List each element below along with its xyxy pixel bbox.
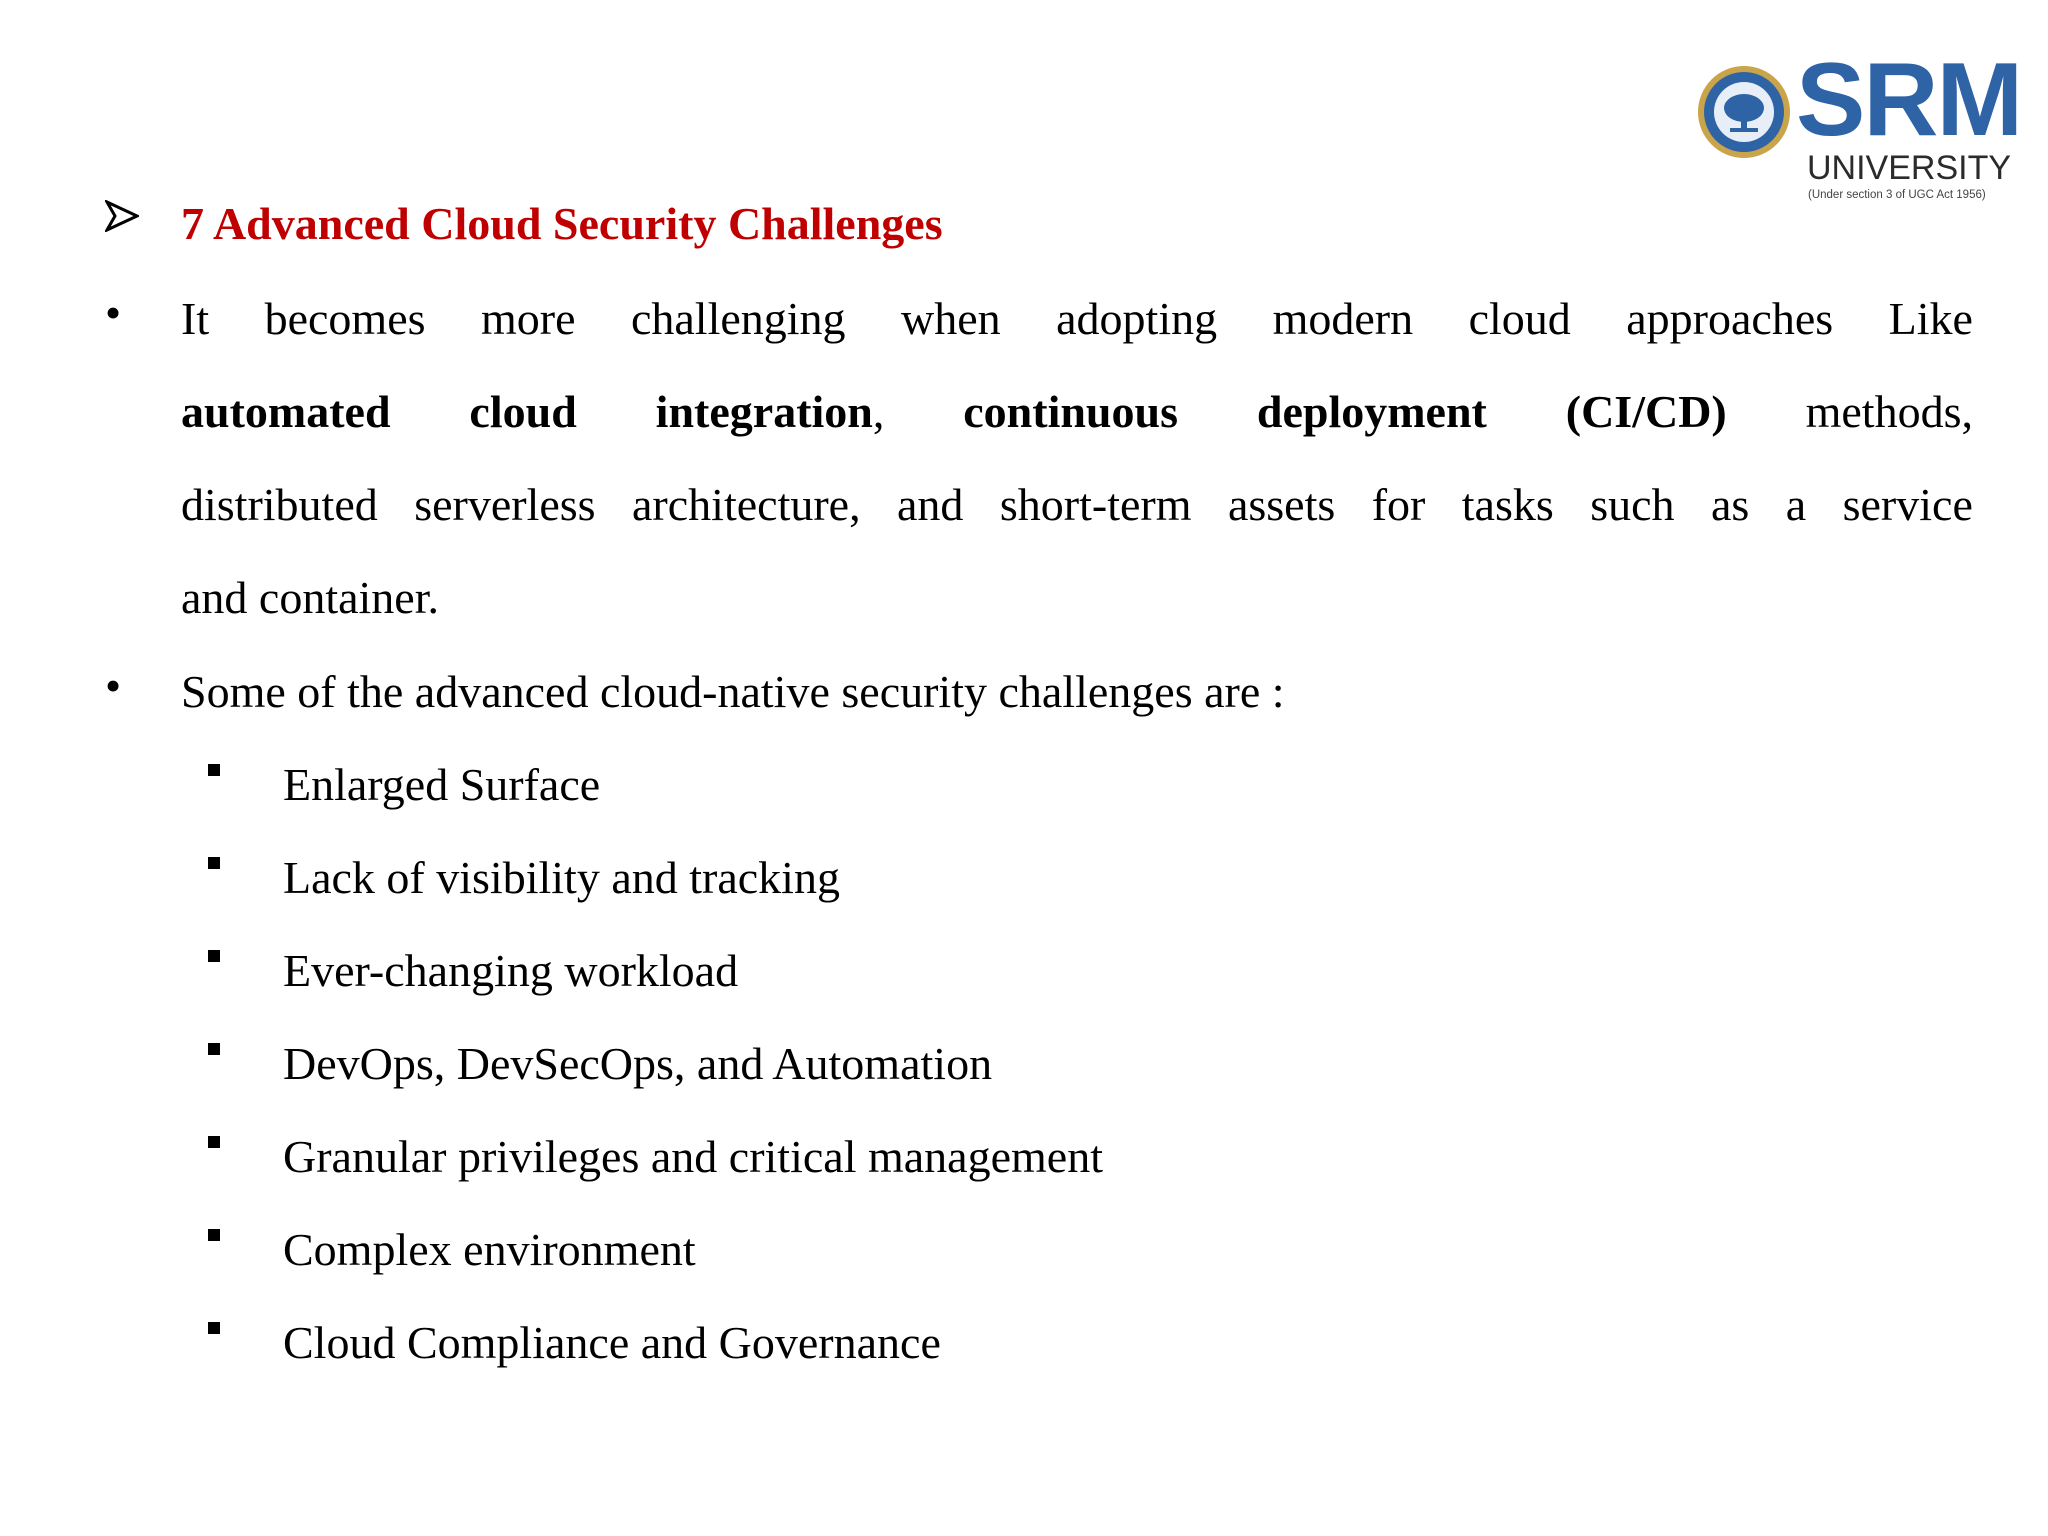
bullet-text: Some of the advanced cloud-native security challenges are :	[181, 666, 1285, 717]
word: assets	[1227, 479, 1336, 530]
arrowhead-bullet-icon	[105, 200, 139, 232]
square-bullet-icon	[208, 1229, 220, 1241]
word: for	[1371, 479, 1426, 530]
word: when	[901, 293, 1001, 344]
word: Like	[1888, 293, 1973, 344]
word: and	[897, 479, 964, 530]
bullet-line	[181, 365, 1973, 458]
bold-term: cloud	[469, 386, 577, 437]
word: architecture,	[632, 479, 861, 530]
page-title: 7 Advanced Cloud Security Challenges	[181, 198, 943, 249]
square-bullet-icon	[208, 764, 220, 776]
word: becomes	[264, 293, 426, 344]
bold-term: automated	[181, 386, 391, 437]
list-item-text: Lack of visibility and tracking	[283, 852, 840, 903]
logo-note: (Under section 3 of UGC Act 1956)	[1808, 189, 1986, 201]
list-item-text: Complex environment	[283, 1224, 696, 1275]
list-item-text: Ever-changing workload	[283, 945, 739, 996]
bullet-dot-icon: •	[105, 287, 122, 338]
word: cloud	[1468, 293, 1571, 344]
square-bullet-icon	[208, 857, 220, 869]
list-item-text: DevOps, DevSecOps, and Automation	[283, 1038, 993, 1089]
square-bullet-icon	[208, 1043, 220, 1055]
word: tasks	[1461, 479, 1554, 530]
word: distributed	[181, 479, 378, 530]
word: adopting	[1056, 293, 1218, 344]
word: challenging	[630, 293, 846, 344]
word: approaches	[1626, 293, 1834, 344]
word: more	[480, 293, 576, 344]
bold-term-with-comma	[656, 365, 885, 458]
square-bullet-icon	[208, 1136, 220, 1148]
word: modern	[1272, 293, 1414, 344]
bullet-line	[181, 458, 1973, 551]
word: serverless	[414, 479, 596, 530]
bold-term: integration	[655, 386, 873, 437]
bold-term: (CI/CD)	[1565, 386, 1727, 437]
bullet-text	[181, 272, 1973, 644]
word: as	[1710, 479, 1750, 530]
srm-university-logo	[1696, 42, 2022, 216]
square-bullet-icon	[208, 950, 220, 962]
word: It	[181, 293, 210, 344]
logo-wordmark: SRM	[1796, 42, 2022, 158]
word: a	[1785, 479, 1807, 530]
bullet-line: and container.	[181, 572, 440, 623]
list-item-text: Granular privileges and critical management	[283, 1131, 1103, 1182]
square-bullet-icon	[208, 1322, 220, 1334]
word: short-term	[999, 479, 1192, 530]
list-item-text: Enlarged Surface	[283, 759, 601, 810]
comma: ,	[872, 386, 885, 437]
word: service	[1842, 479, 1973, 530]
list-item-text: Cloud Compliance and Governance	[283, 1317, 941, 1368]
bold-term: continuous	[963, 386, 1178, 437]
logo-subtitle: UNIVERSITY	[1807, 149, 2012, 187]
university-seal-icon	[1696, 64, 1792, 160]
bold-term: deployment	[1256, 386, 1487, 437]
bullet-line	[181, 272, 1973, 365]
word: such	[1590, 479, 1675, 530]
bullet-dot-icon: •	[105, 660, 122, 711]
word: methods,	[1805, 386, 1973, 437]
